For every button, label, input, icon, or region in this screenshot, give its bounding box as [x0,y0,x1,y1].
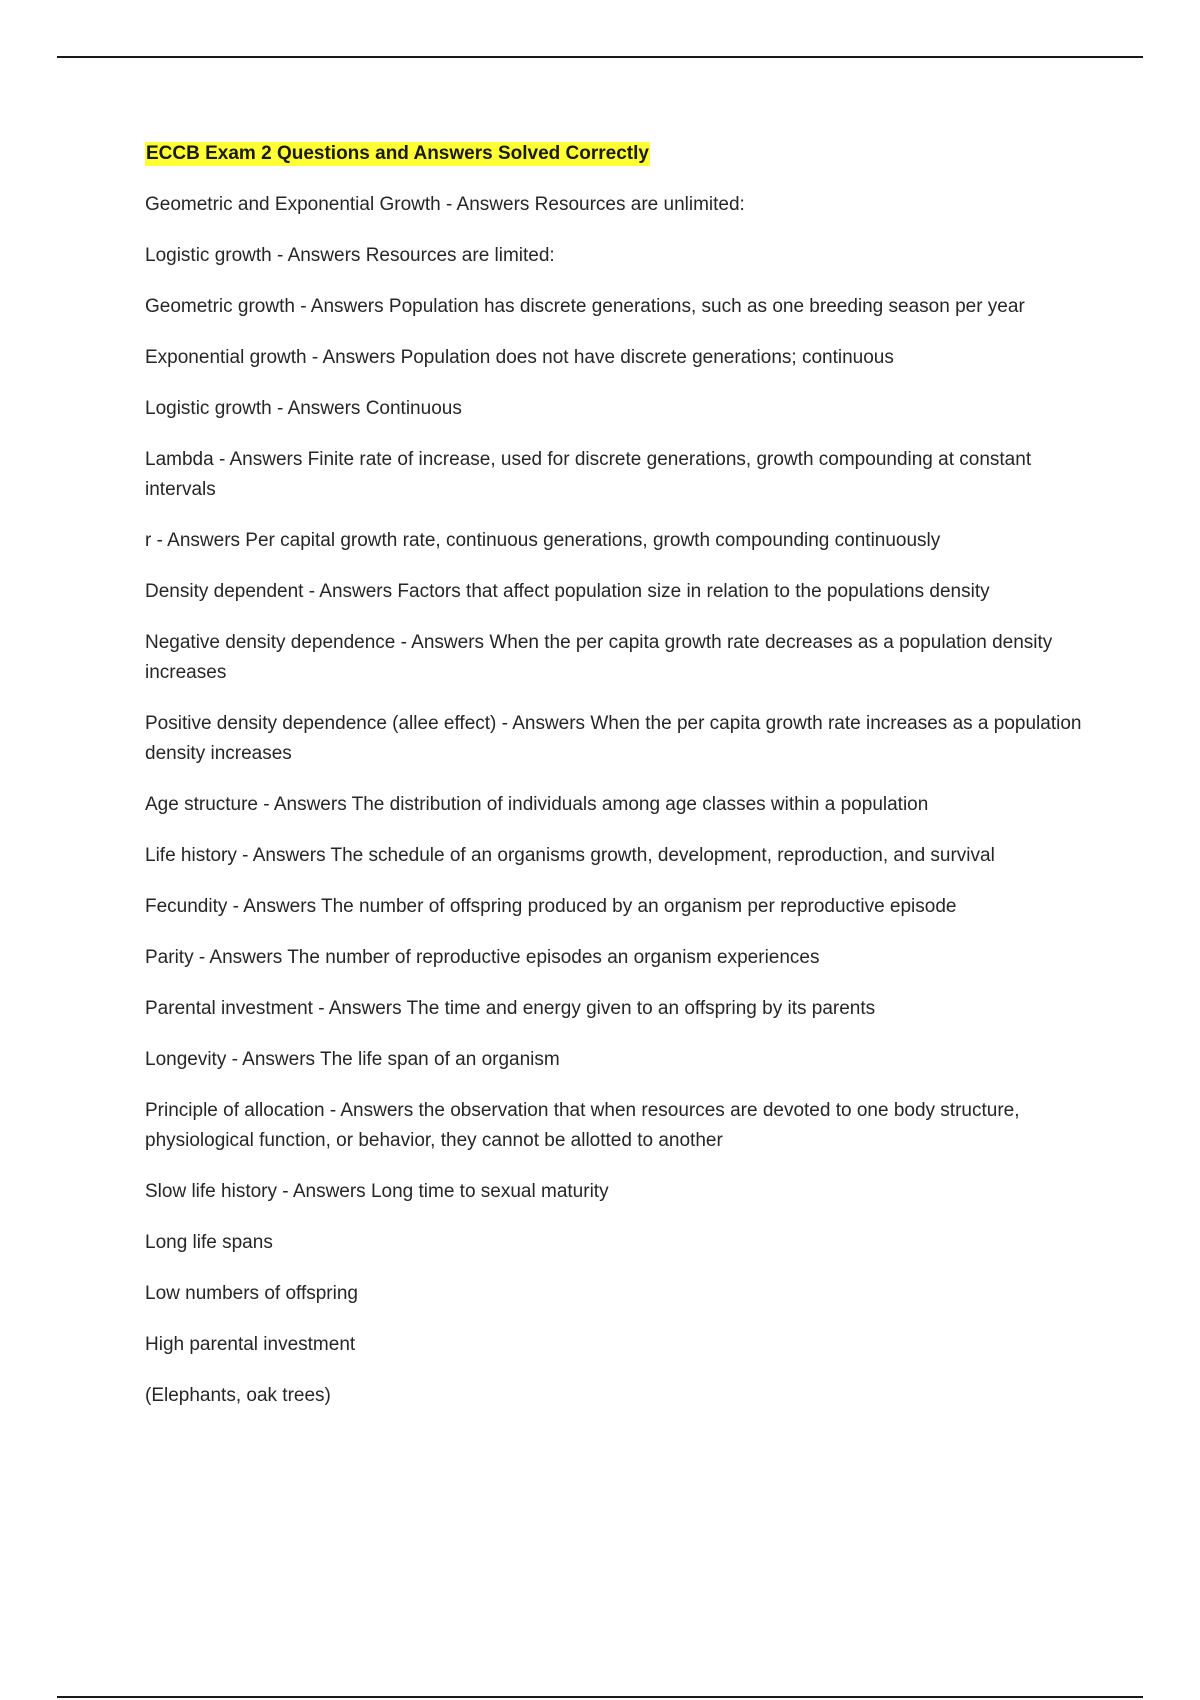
qa-entry: Longevity - Answers The life span of an organism [145,1049,560,1070]
qa-entry: Negative density dependence - Answers When the per capita growth rate decreases as a population density increases [145,632,1053,683]
qa-entry: Fecundity - Answers The number of offspring produced by an organism per reproductive episode [145,896,957,917]
qa-entry: Geometric growth - Answers Population has discrete generations, such as one breeding season per year [145,296,1025,317]
qa-entry: Logistic growth - Answers Continuous [145,398,462,419]
qa-entry: Age structure - Answers The distribution of individuals among age classes within a population [145,794,929,815]
header-rule [57,56,1143,58]
qa-entry: Logistic growth - Answers Resources are limited: [145,245,555,266]
qa-entry: r - Answers Per capital growth rate, continuous generations, growth compounding continuously [145,530,941,551]
document-title: ECCB Exam 2 Questions and Answers Solved Correctly [146,143,649,164]
qa-entry: Parental investment - Answers The time and energy given to an offspring by its parents [145,998,876,1019]
qa-entry: Geometric and Exponential Growth - Answers Resources are unlimited: [145,194,745,215]
qa-entry: Parity - Answers The number of reproductive episodes an organism experiences [145,947,820,968]
qa-entry: Principle of allocation - Answers the observation that when resources are devoted to one body structure, physiological function, or behavior, they cannot be allotted to another [145,1100,1020,1151]
qa-entry: Positive density dependence (allee effect) - Answers When the per capita growth rate increases as a population density increases [145,713,1082,764]
qa-entry: Low numbers of offspring [145,1283,358,1304]
qa-entry: Exponential growth - Answers Population does not have discrete generations; continuous [145,347,894,368]
qa-entry: Life history - Answers The schedule of an organisms growth, development, reproduction, and survival [145,845,995,866]
qa-entry: Long life spans [145,1232,273,1253]
qa-entry: Density dependent - Answers Factors that affect population size in relation to the populations density [145,581,990,602]
document-body [145,142,1085,1432]
footer-rule [57,1696,1143,1698]
qa-entry: Lambda - Answers Finite rate of increase, used for discrete generations, growth compounding at constant intervals [145,449,1032,500]
qa-list [145,190,1085,1411]
qa-entry: High parental investment [145,1334,356,1355]
qa-entry: (Elephants, oak trees) [145,1385,331,1406]
qa-entry: Slow life history - Answers Long time to sexual maturity [145,1181,609,1202]
